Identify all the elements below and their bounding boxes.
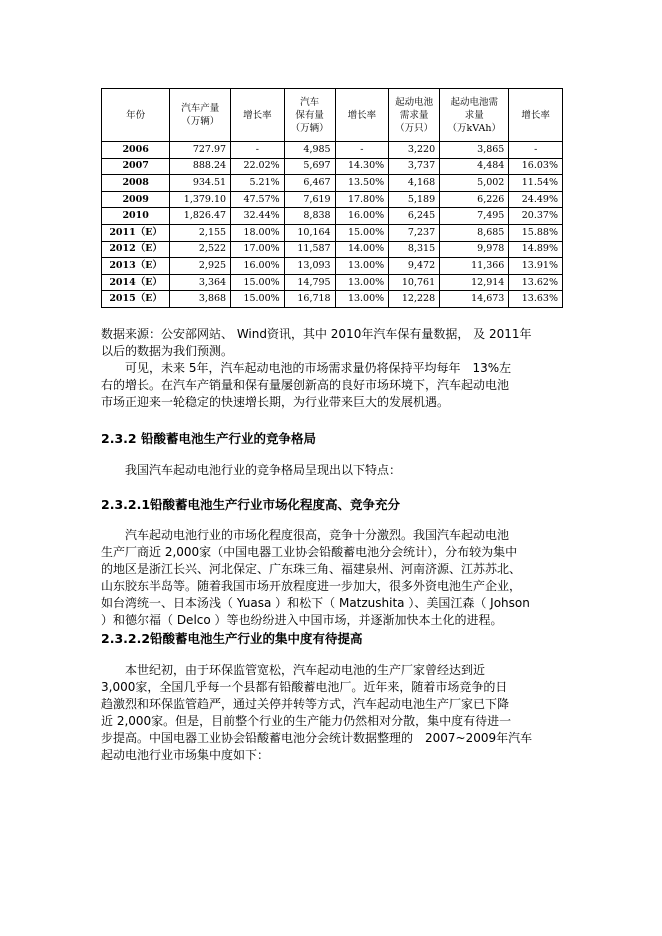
table-cell: 13.50%: [335, 175, 389, 192]
text-line: 可见，未来 5年，汽车起动电池的市场需求量仍将保持平均每年 13%左: [101, 361, 512, 375]
paragraph-marketization: [101, 527, 563, 629]
table-cell: 1,826.47: [170, 208, 231, 225]
table-cell: 4,985: [284, 142, 335, 159]
table-cell: 16.00%: [335, 208, 389, 225]
subsection-heading-concentration: 2.3.2.2铅酸蓄电池生产行业的集中度有待提高: [101, 631, 363, 646]
table-cell: 13,093: [284, 258, 335, 275]
table-cell: 14.30%: [335, 158, 389, 175]
table-cell: 15.00%: [231, 274, 285, 291]
paragraph-concentration: [101, 662, 563, 764]
text-line: 趋激烈和环保监管趋严，通过关停并转等方式，汽车起动电池生产厂家已下降: [101, 697, 510, 711]
table-cell: 8,315: [389, 241, 440, 258]
paragraph-competition-intro: [101, 462, 563, 479]
table-cell: 7,237: [389, 224, 440, 241]
table-body: [102, 142, 563, 308]
table-row: [102, 191, 563, 208]
table-cell: 4,168: [389, 175, 440, 192]
header-car-parc: 汽车 保有量 （万辆）: [284, 89, 335, 142]
table-cell: 16.03%: [509, 158, 563, 175]
text-line: 数据来源：公安部网站、 Wind资讯，其中 2010年汽车保有量数据， 及 2011年: [101, 327, 532, 341]
table-cell: 24.49%: [509, 191, 563, 208]
header-car-output: 汽车产量 （万辆）: [170, 89, 231, 142]
table-cell-year: 2015（E）: [102, 291, 170, 308]
table-cell: 934.51: [170, 175, 231, 192]
table-cell: 12,914: [440, 274, 509, 291]
table-cell: 3,220: [389, 142, 440, 159]
header-battery-demand-kvah: 起动电池需 求量 （万kVAh）: [440, 89, 509, 142]
table-cell-year: 2013（E）: [102, 258, 170, 275]
table-row: [102, 208, 563, 225]
table-row: [102, 158, 563, 175]
table-cell: 5.21%: [231, 175, 285, 192]
table-cell: 12,228: [389, 291, 440, 308]
header-year: 年份: [102, 89, 170, 142]
table-cell: 5,697: [284, 158, 335, 175]
table-cell: 10,761: [389, 274, 440, 291]
table-cell: 6,245: [389, 208, 440, 225]
table-cell: 14,795: [284, 274, 335, 291]
text-line: 山东胶东半岛等。随着我国市场开放程度进一步加大，很多外资电池生产企业，: [101, 579, 522, 593]
text-line: 市场正迎来一轮稳定的快速增长期，为行业带来巨大的发展机遇。: [101, 395, 450, 409]
table-cell: 13.63%: [509, 291, 563, 308]
table-cell: 22.02%: [231, 158, 285, 175]
text-line: 生产厂商近 2,000家（中国电器工业协会铅酸蓄电池分会统计），分布较为集中: [101, 545, 518, 559]
text-line: 如台湾统一、日本汤浅（ Yuasa ）和松下（ Matzushita ）、美国江森（ Johson: [101, 596, 530, 610]
table-cell-year: 2011（E）: [102, 224, 170, 241]
table-cell: 13.00%: [335, 291, 389, 308]
table-cell: 32.44%: [231, 208, 285, 225]
header-demand-growth: 增长率: [509, 89, 563, 142]
table-cell: 6,226: [440, 191, 509, 208]
table-cell: 2,155: [170, 224, 231, 241]
table-cell: 15.00%: [335, 224, 389, 241]
table-cell: 9,978: [440, 241, 509, 258]
header-battery-demand-units: 起动电池 需求量 （万只）: [389, 89, 440, 142]
table-row: [102, 142, 563, 159]
table-cell: 6,467: [284, 175, 335, 192]
auto-battery-demand-table: [101, 88, 563, 308]
text-line: 本世纪初，由于环保监管宽松，汽车起动电池的生产厂家曾经达到近: [101, 663, 486, 677]
text-line: 以后的数据为我们预测。: [101, 344, 234, 358]
table-cell-year: 2006: [102, 142, 170, 159]
table-cell: 11.54%: [509, 175, 563, 192]
table-cell: 727.97: [170, 142, 231, 159]
table-cell: 15.88%: [509, 224, 563, 241]
paragraph-market-outlook: [101, 360, 563, 411]
table-cell: 5,002: [440, 175, 509, 192]
text-line: ）和德尔福（ Delco ）等也纷纷进入中国市场，并逐渐加快本土化的进程。: [101, 613, 503, 627]
table-cell-year: 2012（E）: [102, 241, 170, 258]
table-cell: -: [509, 142, 563, 159]
table-cell: 3,868: [170, 291, 231, 308]
table-cell-year: 2009: [102, 191, 170, 208]
table-row: [102, 224, 563, 241]
table-cell: 17.80%: [335, 191, 389, 208]
table-cell: 13.91%: [509, 258, 563, 275]
text-line: 3,000家，全国几乎每一个县都有铅酸蓄电池厂。近年来，随着市场竞争的日: [101, 680, 508, 694]
table-row: [102, 274, 563, 291]
text-line: 我国汽车起动电池行业的竞争格局呈现出以下特点：: [101, 463, 402, 477]
text-line: 右的增长。在汽车产销量和保有量屡创新高的良好市场环境下，汽车起动电池: [101, 378, 510, 392]
table-cell: 5,189: [389, 191, 440, 208]
table-header-row: [102, 89, 563, 142]
header-parc-growth: 增长率: [335, 89, 389, 142]
table-cell: 3,865: [440, 142, 509, 159]
table-cell: 16.00%: [231, 258, 285, 275]
table-cell: 20.37%: [509, 208, 563, 225]
data-source-note: [101, 326, 563, 360]
table-cell: 11,587: [284, 241, 335, 258]
text-line: 汽车起动电池行业的市场化程度很高，竞争十分激烈。我国汽车起动电池: [101, 528, 510, 542]
table-cell: 9,472: [389, 258, 440, 275]
table-row: [102, 291, 563, 308]
table-cell: 11,366: [440, 258, 509, 275]
table-cell: 1,379.10: [170, 191, 231, 208]
section-heading-competition: 2.3.2 铅酸蓄电池生产行业的竞争格局: [101, 431, 316, 446]
table-cell: -: [231, 142, 285, 159]
table-cell: 2,522: [170, 241, 231, 258]
text-line: 步提高。中国电器工业协会铅酸蓄电池分会统计数据整理的 2007~2009年汽车: [101, 731, 533, 745]
table-cell-year: 2014（E）: [102, 274, 170, 291]
text-line: 近 2,000家。但是，目前整个行业的生产能力仍然相对分散，集中度有待进一: [101, 714, 512, 728]
table-cell: 18.00%: [231, 224, 285, 241]
table-cell: 14.89%: [509, 241, 563, 258]
table-cell: 17.00%: [231, 241, 285, 258]
table-cell: 13.00%: [335, 258, 389, 275]
table-cell: 10,164: [284, 224, 335, 241]
table-row: [102, 175, 563, 192]
table-cell: 14,673: [440, 291, 509, 308]
table-cell: 47.57%: [231, 191, 285, 208]
table-cell-year: 2010: [102, 208, 170, 225]
text-line: 的地区是浙江长兴、河北保定、广东珠三角、福建泉州、河南济源、江苏苏北、: [101, 562, 522, 576]
table-cell: 8,838: [284, 208, 335, 225]
table-cell: 7,495: [440, 208, 509, 225]
table-cell: 3,364: [170, 274, 231, 291]
table-cell: 13.00%: [335, 274, 389, 291]
table-cell: 4,484: [440, 158, 509, 175]
text-line: 起动电池行业市场集中度如下：: [101, 748, 270, 762]
table-cell: 8,685: [440, 224, 509, 241]
header-output-growth: 增长率: [231, 89, 285, 142]
table-cell: 2,925: [170, 258, 231, 275]
table-cell: 888.24: [170, 158, 231, 175]
table-row: [102, 258, 563, 275]
table-cell: 14.00%: [335, 241, 389, 258]
table-cell-year: 2007: [102, 158, 170, 175]
table-cell: 16,718: [284, 291, 335, 308]
table-row: [102, 241, 563, 258]
table-cell-year: 2008: [102, 175, 170, 192]
table-cell: 3,737: [389, 158, 440, 175]
table-cell: 13.62%: [509, 274, 563, 291]
table-cell: -: [335, 142, 389, 159]
table-cell: 15.00%: [231, 291, 285, 308]
table-cell: 7,619: [284, 191, 335, 208]
subsection-heading-marketization: 2.3.2.1铅酸蓄电池生产行业市场化程度高、竞争充分: [101, 497, 401, 512]
